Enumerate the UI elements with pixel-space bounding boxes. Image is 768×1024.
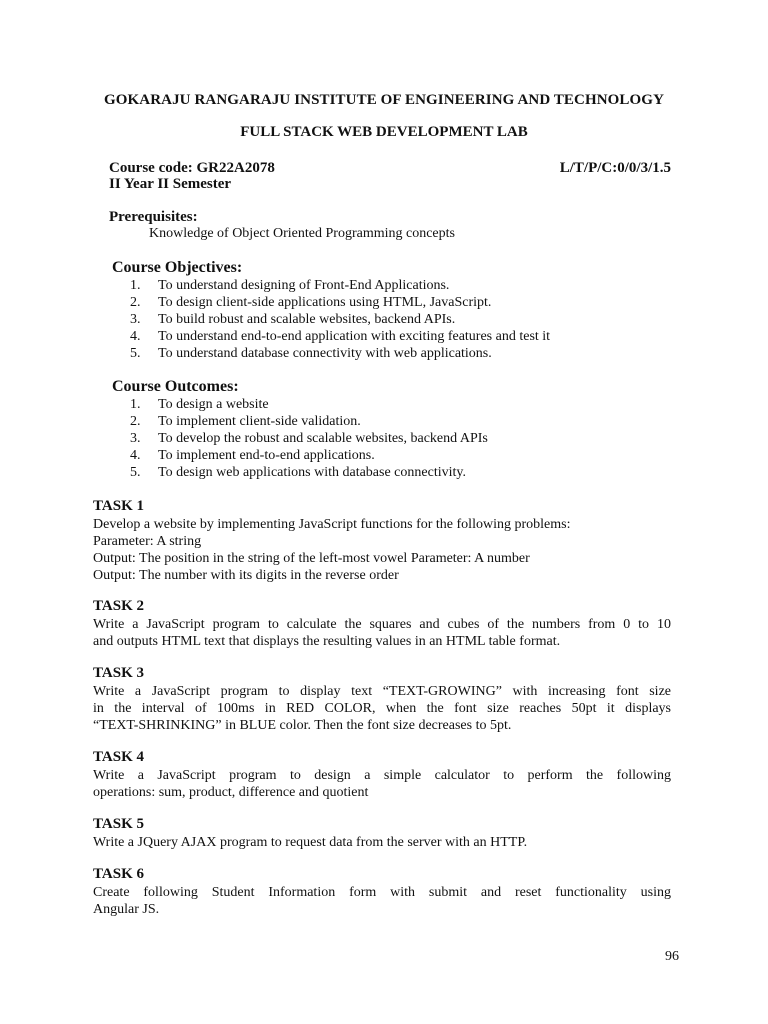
task-line: Output: The number with its digits in the reverse order [93,568,399,583]
task-line: Develop a website by implementing JavaScript functions for the following problems: [93,517,571,532]
task-heading: TASK 2 [93,598,144,614]
item-text: To develop the robust and scalable websites, backend APIs [158,431,488,446]
item-number: 5. [130,346,141,361]
item-text: To design web applications with database connectivity. [158,465,466,480]
list-item [130,464,488,481]
task-line: Parameter: A string [93,534,202,549]
task-4 [93,748,671,801]
course-code: Course code: GR22A2078 [109,160,275,176]
task-6 [93,865,671,918]
task-line: and outputs HTML text that displays the resulting values in an HTML table format. [93,634,561,649]
item-text: To understand designing of Front-End Applications. [158,278,450,293]
prerequisites-heading: Prerequisites: [109,209,198,225]
item-number: 1. [130,397,141,412]
task-5 [93,815,671,851]
item-number: 3. [130,431,141,446]
list-item [130,328,550,345]
task-line: operations: sum, product, difference and quotient [93,785,369,800]
task-line: Angular JS. [93,902,160,917]
item-text: To design a website [158,397,269,412]
item-number: 5. [130,465,141,480]
task-heading: TASK 4 [93,749,144,765]
list-item [130,396,488,413]
task-line: Create following Student Information form with submit and reset functionality using [93,885,671,900]
prerequisites-text: Knowledge of Object Oriented Programming concepts [149,226,455,241]
item-text: To design client-side applications using HTML, JavaScript. [158,295,492,310]
task-line: Write a JavaScript program to design a simple calculator to perform the following [93,768,671,783]
ltpc-credits: L/T/P/C:0/0/3/1.5 [559,160,671,176]
item-text: To implement end-to-end applications. [158,448,375,463]
task-1 [93,497,671,584]
list-item [130,447,488,464]
item-number: 2. [130,414,141,429]
course-outcomes-heading: Course Outcomes: [112,378,239,395]
task-heading: TASK 6 [93,866,144,882]
course-objectives-heading: Course Objectives: [112,259,243,276]
list-item [130,430,488,447]
task-2 [93,597,671,650]
item-text: To implement client-side validation. [158,414,361,429]
task-heading: TASK 5 [93,816,144,832]
item-text: To understand database connectivity with web applications. [158,346,492,361]
item-number: 1. [130,278,141,293]
task-heading: TASK 3 [93,665,144,681]
course-outcomes-list [130,396,488,481]
list-item [130,294,550,311]
task-line: Write a JavaScript program to calculate the squares and cubes of the numbers from 0 to 10 [93,617,671,632]
list-item [130,277,550,294]
institute-title: GOKARAJU RANGARAJU INSTITUTE OF ENGINEERING AND TECHNOLOGY [103,92,665,108]
item-number: 4. [130,329,141,344]
course-objectives-list [130,277,550,362]
task-heading: TASK 1 [93,498,144,514]
task-line: Write a JavaScript program to display text “TEXT-GROWING” with increasing font size [93,684,671,699]
task-3 [93,664,671,734]
lab-title: FULL STACK WEB DEVELOPMENT LAB [240,124,528,140]
page-number: 96 [665,949,679,964]
item-number: 4. [130,448,141,463]
list-item [130,413,488,430]
task-line: “TEXT-SHRINKING” in BLUE color. Then the font size decreases to 5pt. [93,718,512,733]
task-line: in the interval of 100ms in RED COLOR, when the font size reaches 50pt it displays [93,701,671,716]
task-line: Output: The position in the string of the left-most vowel Parameter: A number [93,551,530,566]
list-item [130,311,550,328]
item-text: To understand end-to-end application with exciting features and test it [158,329,551,344]
item-text: To build robust and scalable websites, backend APIs. [158,312,456,327]
item-number: 2. [130,295,141,310]
item-number: 3. [130,312,141,327]
semester: II Year II Semester [109,176,232,192]
list-item [130,345,550,362]
task-line: Write a JQuery AJAX program to request data from the server with an HTTP. [93,835,528,850]
